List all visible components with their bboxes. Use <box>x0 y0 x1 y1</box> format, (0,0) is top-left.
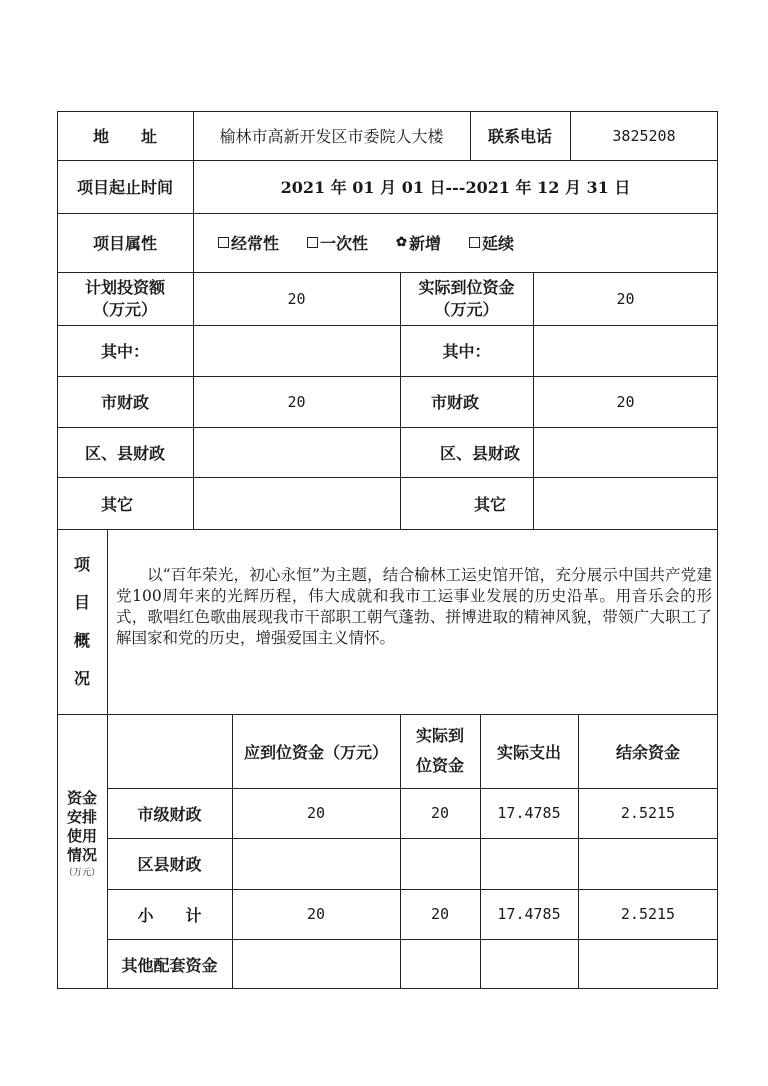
city-finance-label-right: 市财政 <box>430 393 479 412</box>
city-finance-value-right: 20 <box>616 392 635 411</box>
planned-investment-value: 20 <box>287 289 306 308</box>
col-actual-line1: 实际到 <box>415 726 464 745</box>
col-actual-header <box>400 714 480 788</box>
county-finance-label: 区、县财政 <box>84 443 165 463</box>
funds-unit: （万元） <box>63 868 100 878</box>
attribute-label: 项目属性 <box>92 234 157 253</box>
city-finance-value: 20 <box>287 392 306 411</box>
overview-text: 以“百年荣光，初心永恒”为主题，结合榆林工运史馆开馆，充分展示中国共产党建党100周年来的光辉历程，伟大成就和我市工运事业发展的历史沿革。用音乐会的形式，歌唱红色歌曲展现我市干部职工朝气蓬勃、拼博进取的精神风貌，带领广大职工了解国家和党的历史，增强爱国主义情怀。 <box>116 566 712 647</box>
funds-row-due <box>232 939 400 989</box>
option-label: 经常性 <box>231 234 280 253</box>
county-finance-label-right: 区、县财政 <box>439 443 520 463</box>
attribute-options <box>218 213 708 272</box>
checkbox-icon <box>218 237 229 248</box>
period-value: 2021 年 01 月 01 日---2021 年 12 月 31 日 <box>280 178 631 197</box>
funds-row-spent <box>480 939 578 989</box>
phone-label: 联系电话 <box>487 127 552 146</box>
overview-label <box>57 529 107 714</box>
planned-investment-label <box>57 272 193 325</box>
funds-row-actual <box>400 939 480 989</box>
checkbox-icon <box>307 237 318 248</box>
city-finance-label: 市财政 <box>100 393 149 412</box>
funds-row-spent: 17.4785 <box>497 905 561 923</box>
col-balance-header: 结余资金 <box>615 742 680 762</box>
other-label: 其它 <box>100 494 133 514</box>
option-regular <box>218 231 279 254</box>
funds-row-label: 其他配套资金 <box>121 955 218 975</box>
funds-row-due: 20 <box>306 905 326 923</box>
other-value-right <box>533 477 718 529</box>
funds-row-actual: 20 <box>430 804 450 822</box>
funds-row-label: 区县财政 <box>137 855 202 874</box>
option-label: 新增 <box>408 234 441 253</box>
funds-label-line: 资金 <box>66 789 97 807</box>
funds-row-balance: 2.5215 <box>620 804 676 822</box>
funds-label-line: 情况 <box>66 846 97 864</box>
gear-checkbox-icon: ✿ <box>396 235 407 250</box>
planned-label-line1: 计划投资额 <box>84 277 165 297</box>
funds-label-line: 使用 <box>66 827 97 845</box>
funds-row-spent: 17.4785 <box>497 804 561 822</box>
actual-label-line2: （万元） <box>434 299 499 319</box>
funds-row-balance: 2.5215 <box>620 905 676 923</box>
period-label: 项目起止时间 <box>76 178 173 197</box>
funds-row-due <box>232 838 400 889</box>
funds-row-balance <box>578 939 718 989</box>
option-label: 延续 <box>481 234 514 253</box>
other-value <box>193 477 400 529</box>
funds-label-line: 安排 <box>66 808 97 826</box>
actual-funds-label <box>400 272 533 325</box>
overview-label-char: 概 <box>73 630 90 650</box>
funds-label <box>57 775 107 895</box>
overview-label-char: 项 <box>73 554 90 574</box>
among-right-label: 其中： <box>442 342 491 361</box>
row-divider <box>57 529 718 530</box>
funds-row-label: 市级财政 <box>137 804 202 824</box>
actual-funds-value: 20 <box>616 289 635 308</box>
option-label: 一次性 <box>320 234 369 253</box>
planned-label-line2: （万元） <box>92 299 157 319</box>
col-spent-header: 实际支出 <box>496 742 561 762</box>
funds-row-due: 20 <box>306 804 326 822</box>
funds-row-balance <box>578 838 718 889</box>
option-new <box>396 231 441 254</box>
funds-row-label: 小 计 <box>137 905 202 925</box>
option-continuing <box>469 231 514 254</box>
among-left-label: 其中： <box>100 342 149 361</box>
funds-row-actual: 20 <box>430 905 450 923</box>
address-label: 地 址 <box>92 127 157 146</box>
option-onetime <box>307 231 368 254</box>
funds-row-actual <box>400 838 480 889</box>
checkbox-icon <box>469 237 480 248</box>
overview-label-char: 况 <box>73 668 90 688</box>
funds-row-spent <box>480 838 578 889</box>
other-label-right: 其它 <box>473 494 506 514</box>
county-finance-value <box>193 427 400 477</box>
col-due-header: 应到位资金（万元） <box>243 742 388 762</box>
address-value: 榆林市高新开发区市委院人大楼 <box>219 127 444 146</box>
actual-label-line1: 实际到位资金 <box>418 277 515 297</box>
phone-value: 3825208 <box>612 126 676 145</box>
county-finance-value-right <box>533 427 718 477</box>
overview-label-char: 目 <box>73 592 90 612</box>
col-actual-line2: 位资金 <box>415 756 464 775</box>
